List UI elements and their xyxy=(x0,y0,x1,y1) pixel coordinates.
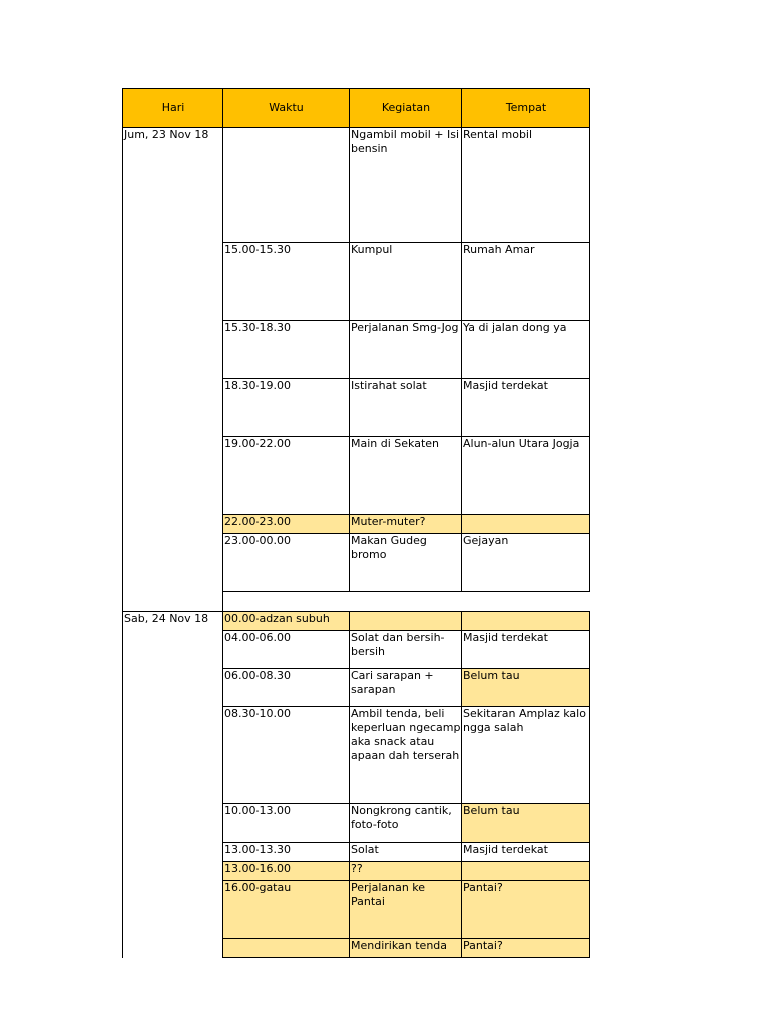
tempat-cell: Belum tau xyxy=(462,804,590,843)
tempat-cell: Masjid terdekat xyxy=(462,631,590,669)
day-cell: Sab, 24 Nov 18 xyxy=(123,612,223,631)
waktu-cell: 06.00-08.30 xyxy=(223,669,350,707)
waktu-cell: 16.00-gatau xyxy=(223,881,350,939)
kegiatan-cell xyxy=(350,612,462,631)
kegiatan-cell: Solat dan bersih-bersih xyxy=(350,631,462,669)
table-row xyxy=(123,843,590,862)
day-cell-empty xyxy=(123,843,223,862)
kegiatan-cell: Istirahat solat xyxy=(350,379,462,437)
waktu-cell: 10.00-13.00 xyxy=(223,804,350,843)
kegiatan-cell: Nongkrong cantik, foto-foto xyxy=(350,804,462,843)
tempat-cell: Gejayan xyxy=(462,534,590,592)
waktu-cell: 23.00-00.00 xyxy=(223,534,350,592)
gap-cell xyxy=(223,592,590,612)
tempat-cell: Ya di jalan dong ya xyxy=(462,321,590,379)
header-tempat: Tempat xyxy=(462,89,590,128)
table-row xyxy=(123,321,590,379)
tempat-cell: Alun-alun Utara Jogja xyxy=(462,437,590,515)
day-cell-empty xyxy=(123,321,223,379)
table-row xyxy=(123,707,590,804)
day-gap-row xyxy=(123,592,590,612)
header-kegiatan: Kegiatan xyxy=(350,89,462,128)
day-cell-empty xyxy=(123,669,223,707)
kegiatan-cell: Ambil tenda, beli keperluan ngecamp aka snack atau apaan dah terserah xyxy=(350,707,462,804)
table-row xyxy=(123,379,590,437)
schedule-table xyxy=(122,88,590,958)
table-row xyxy=(123,612,590,631)
tempat-cell xyxy=(462,612,590,631)
day-cell-empty xyxy=(123,631,223,669)
waktu-cell: 13.00-16.00 xyxy=(223,862,350,881)
tempat-cell xyxy=(462,515,590,534)
table-row xyxy=(123,804,590,843)
table-row xyxy=(123,939,590,958)
tempat-cell: Belum tau xyxy=(462,669,590,707)
day-cell-empty xyxy=(123,243,223,321)
day-cell-empty xyxy=(123,379,223,437)
waktu-cell: 04.00-06.00 xyxy=(223,631,350,669)
waktu-cell: 13.00-13.30 xyxy=(223,843,350,862)
day-cell-empty xyxy=(123,939,223,958)
schedule-body xyxy=(123,128,590,958)
tempat-cell xyxy=(462,862,590,881)
waktu-cell: 19.00-22.00 xyxy=(223,437,350,515)
tempat-cell: Masjid terdekat xyxy=(462,843,590,862)
table-row xyxy=(123,534,590,592)
table-row xyxy=(123,862,590,881)
waktu-cell xyxy=(223,939,350,958)
day-cell-empty xyxy=(123,437,223,515)
kegiatan-cell: Ngambil mobil + Isi bensin xyxy=(350,128,462,243)
waktu-cell: 08.30-10.00 xyxy=(223,707,350,804)
table-row xyxy=(123,243,590,321)
waktu-cell: 15.00-15.30 xyxy=(223,243,350,321)
kegiatan-cell: Main di Sekaten xyxy=(350,437,462,515)
header-waktu: Waktu xyxy=(223,89,350,128)
day-cell-empty xyxy=(123,707,223,804)
kegiatan-cell: Cari sarapan + sarapan xyxy=(350,669,462,707)
day-cell-empty xyxy=(123,804,223,843)
tempat-cell: Rumah Amar xyxy=(462,243,590,321)
kegiatan-cell: Makan Gudeg bromo xyxy=(350,534,462,592)
tempat-cell: Sekitaran Amplaz kalo ngga salah xyxy=(462,707,590,804)
day-cell-empty xyxy=(123,592,223,612)
table-row xyxy=(123,515,590,534)
day-cell-empty xyxy=(123,534,223,592)
waktu-cell: 00.00-adzan subuh xyxy=(223,612,350,631)
day-cell: Jum, 23 Nov 18 xyxy=(123,128,223,243)
day-cell-empty xyxy=(123,881,223,939)
kegiatan-cell: Muter-muter? xyxy=(350,515,462,534)
table-row xyxy=(123,881,590,939)
table-row xyxy=(123,128,590,243)
waktu-cell: 15.30-18.30 xyxy=(223,321,350,379)
tempat-cell: Masjid terdekat xyxy=(462,379,590,437)
kegiatan-cell: ?? xyxy=(350,862,462,881)
waktu-cell: 18.30-19.00 xyxy=(223,379,350,437)
kegiatan-cell: Perjalanan Smg-Jog xyxy=(350,321,462,379)
waktu-cell: 22.00-23.00 xyxy=(223,515,350,534)
tempat-cell: Rental mobil xyxy=(462,128,590,243)
kegiatan-cell: Kumpul xyxy=(350,243,462,321)
table-row xyxy=(123,437,590,515)
kegiatan-cell: Solat xyxy=(350,843,462,862)
tempat-cell: Pantai? xyxy=(462,939,590,958)
kegiatan-cell: Mendirikan tenda xyxy=(350,939,462,958)
waktu-cell xyxy=(223,128,350,243)
day-cell-empty xyxy=(123,862,223,881)
tempat-cell: Pantai? xyxy=(462,881,590,939)
table-row xyxy=(123,669,590,707)
day-cell-empty xyxy=(123,515,223,534)
header-row xyxy=(123,89,590,128)
kegiatan-cell: Perjalanan ke Pantai xyxy=(350,881,462,939)
header-hari: Hari xyxy=(123,89,223,128)
table-row xyxy=(123,631,590,669)
